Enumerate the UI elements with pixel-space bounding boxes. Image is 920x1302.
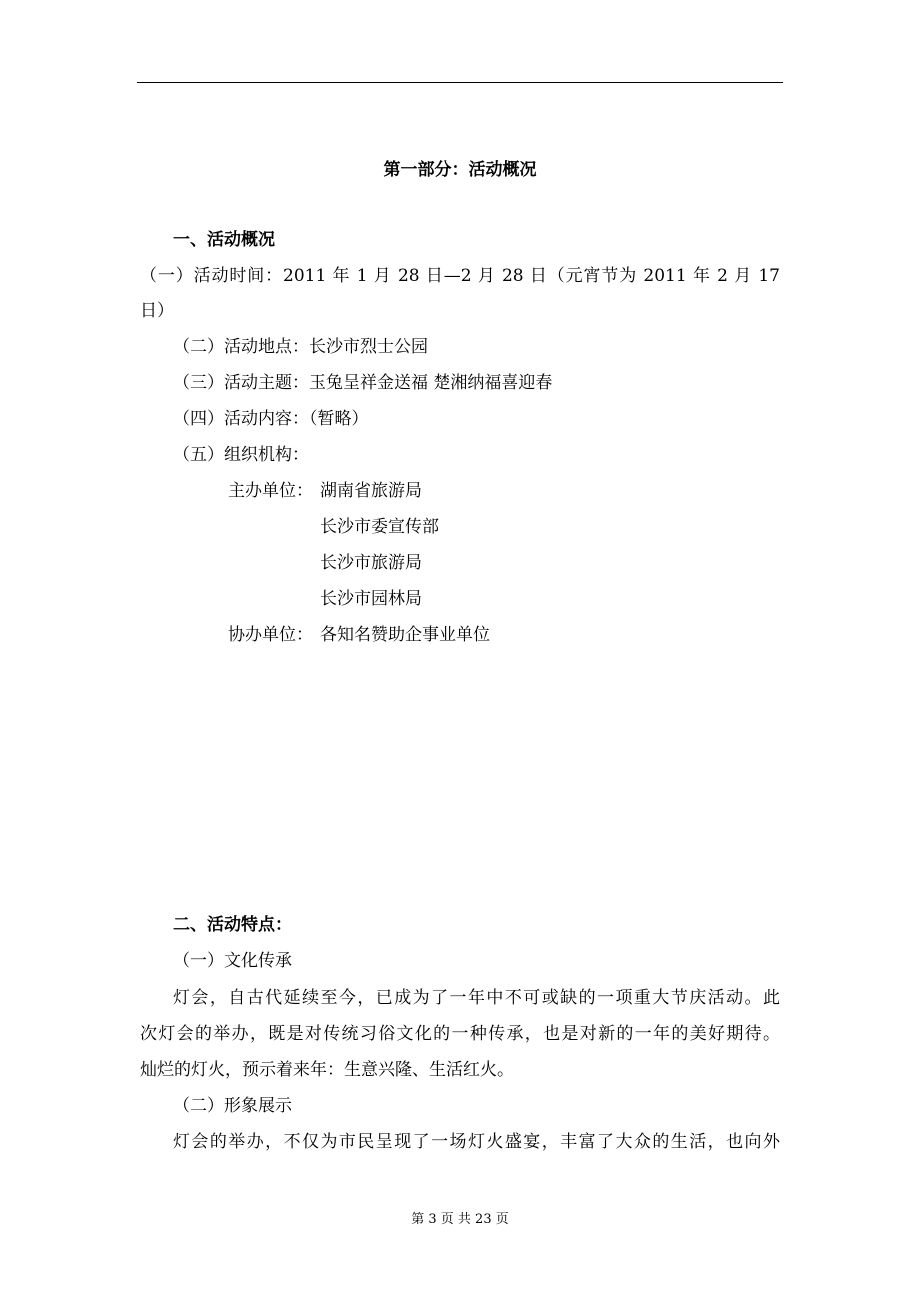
header-rule <box>137 82 783 83</box>
activity-time-line1: （一）活动时间：2011 年 1 月 28 日—2 月 28 日（元宵节为 2011 年 2 月 17 <box>140 266 780 286</box>
host-unit: 湖南省旅游局 <box>320 481 422 501</box>
co-host-label: 协办单位： <box>228 625 313 645</box>
paragraph-line: 灯会，自古代延续至今，已成为了一年中不可或缺的一项重大节庆活动。此 <box>173 988 780 1008</box>
host-label: 主办单位： <box>228 481 313 501</box>
paragraph-line: 次灯会的举办，既是对传统习俗文化的一种传承，也是对新的一年的美好期待。 <box>140 1024 780 1044</box>
host-unit: 长沙市园林局 <box>320 589 422 609</box>
co-host-value: 各知名赞助企事业单位 <box>320 625 490 645</box>
part-title: 第一部分：活动概况 <box>383 160 537 180</box>
page-footer: 第 3 页 共 23 页 <box>411 1212 509 1227</box>
host-unit: 长沙市旅游局 <box>320 553 422 573</box>
activity-location: （二）活动地点：长沙市烈士公园 <box>173 337 428 357</box>
paragraph-line: 灯会的举办，不仅为市民呈现了一场灯火盛宴，丰富了大众的生活，也向外 <box>173 1132 780 1152</box>
activity-content: （四）活动内容：（暂略） <box>173 409 369 429</box>
subheading-culture: （一）文化传承 <box>173 951 292 971</box>
activity-time-line2: 日） <box>140 301 174 321</box>
subheading-image: （二）形象展示 <box>173 1096 292 1116</box>
host-unit: 长沙市委宣传部 <box>320 517 439 537</box>
organization-heading: （五）组织机构： <box>173 445 309 465</box>
activity-theme: （三）活动主题：玉兔呈祥金送福 楚湘纳福喜迎春 <box>173 373 553 393</box>
section2-heading: 二、活动特点： <box>173 915 292 935</box>
section1-heading: 一、活动概况 <box>173 230 275 250</box>
paragraph-line: 灿烂的灯火，预示着来年：生意兴隆、生活红火。 <box>140 1060 514 1080</box>
